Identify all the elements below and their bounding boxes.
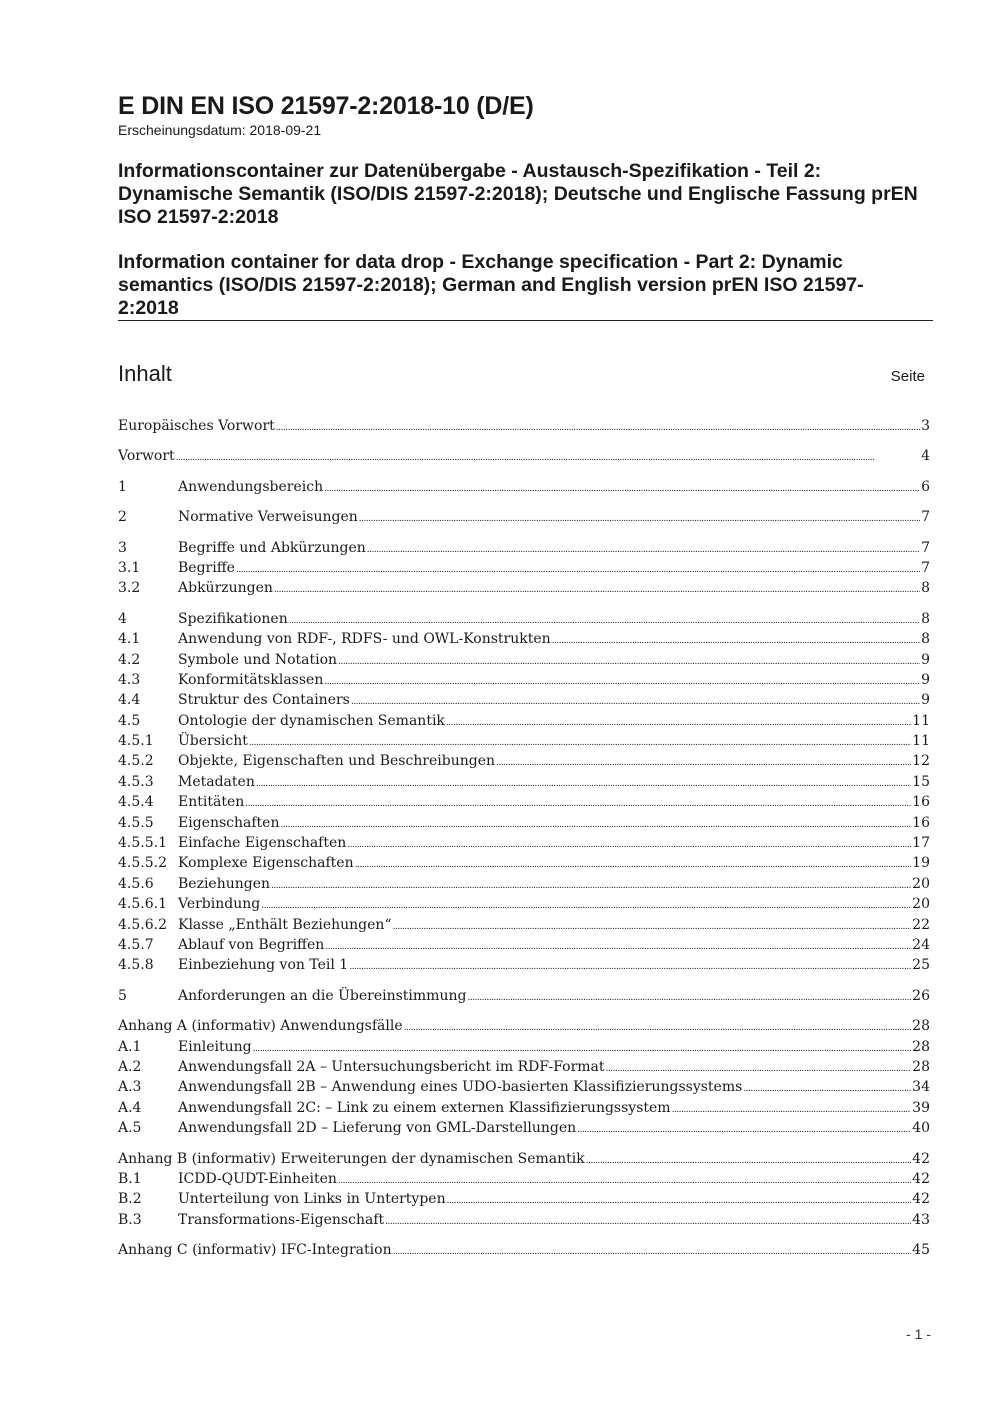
toc-entry-number: 4.4 bbox=[118, 692, 141, 709]
toc-entry-page: 24 bbox=[912, 936, 930, 953]
toc-entry-number: 4.3 bbox=[118, 671, 141, 688]
toc-entry-page: 8 bbox=[921, 631, 930, 648]
toc-dot-leader bbox=[385, 1212, 911, 1232]
toc-entry-number: 4.2 bbox=[118, 651, 141, 668]
toc-dot-leader bbox=[325, 937, 911, 957]
toc-entry-label: Spezifikationen bbox=[178, 610, 288, 627]
toc-entry-page: 39 bbox=[912, 1099, 930, 1116]
toc-entry-label: Begriffe und Abkürzungen bbox=[178, 539, 366, 556]
toc-dot-leader bbox=[367, 540, 920, 560]
toc-entry-number: 5 bbox=[118, 987, 127, 1004]
toc-entry-page: 8 bbox=[921, 610, 930, 627]
toc-entry-label: ICDD-QUDT-Einheiten bbox=[178, 1170, 337, 1187]
toc-entry-number: 4.5.6.1 bbox=[118, 896, 167, 913]
toc-dot-leader bbox=[577, 1120, 911, 1140]
toc-entry-number: 3.1 bbox=[118, 559, 141, 576]
toc-entry[interactable] bbox=[118, 813, 930, 833]
toc-entry-page: 34 bbox=[912, 1079, 930, 1096]
toc-entry[interactable] bbox=[118, 578, 930, 598]
toc-entry[interactable] bbox=[118, 690, 930, 710]
toc-dot-leader bbox=[324, 479, 920, 499]
toc-entry-number: 3.2 bbox=[118, 580, 141, 597]
toc-entry-number: A.4 bbox=[118, 1099, 142, 1116]
toc-entry-label: Vorwort bbox=[118, 448, 175, 465]
toc-dot-leader bbox=[393, 917, 912, 937]
toc-entry-number: A.3 bbox=[118, 1079, 142, 1096]
toc-entry-label: Anwendung von RDF-, RDFS- und OWL-Konstrukten bbox=[178, 631, 551, 648]
title-english: Information container for data drop - Exchange specification - Part 2: Dynamic semantics (ISO/DIS 21597-2:2018); German and English version prEN ISO 21597-2:2018 bbox=[118, 251, 864, 319]
toc-entry-page: 9 bbox=[921, 671, 930, 688]
toc-entry-label: Transformations-Eigenschaft bbox=[178, 1211, 385, 1228]
toc-entry-number: 4.5.5 bbox=[118, 814, 154, 831]
toc-entry-page: 11 bbox=[912, 733, 930, 750]
toc-entry[interactable] bbox=[118, 1098, 930, 1118]
toc-entry-label: Beziehungen bbox=[178, 875, 271, 892]
toc-entry[interactable] bbox=[118, 416, 930, 436]
page-number: - 1 - bbox=[906, 1326, 931, 1342]
toc-dot-leader bbox=[351, 692, 920, 712]
toc-dot-leader bbox=[743, 1079, 911, 1099]
toc-entry-page: 42 bbox=[912, 1150, 930, 1167]
toc-dot-leader bbox=[393, 1242, 912, 1262]
toc-entry[interactable] bbox=[118, 915, 930, 935]
toc-entry-label: Begriffe bbox=[178, 559, 235, 576]
toc-entry[interactable] bbox=[118, 650, 930, 670]
toc-entry-number: A.1 bbox=[118, 1038, 142, 1055]
toc-entry[interactable] bbox=[118, 629, 930, 649]
toc-entry[interactable] bbox=[118, 894, 930, 914]
toc-entry-number: 4.5.7 bbox=[118, 936, 154, 953]
toc-entry-page: 42 bbox=[912, 1170, 930, 1187]
toc-entry-number: A.2 bbox=[118, 1058, 142, 1075]
toc-entry-page: 19 bbox=[912, 855, 930, 872]
toc-entry[interactable] bbox=[118, 670, 930, 690]
toc-entry-page: 15 bbox=[912, 773, 930, 790]
toc-entry-number: 1 bbox=[118, 478, 127, 495]
toc-entry-label: Struktur des Containers bbox=[178, 692, 350, 709]
toc-entry[interactable] bbox=[118, 874, 930, 894]
toc-entry-number: 4 bbox=[118, 610, 127, 627]
toc-dot-leader bbox=[338, 652, 920, 672]
toc-entry-label: Einfache Eigenschaften bbox=[178, 835, 347, 852]
toc-entry-label: Europäisches Vorwort bbox=[118, 418, 275, 434]
toc-entry[interactable] bbox=[118, 731, 930, 751]
toc-entry-page: 12 bbox=[912, 753, 930, 770]
toc-dot-leader bbox=[236, 560, 920, 580]
toc-dot-leader bbox=[404, 1018, 912, 1038]
toc-entry-page: 9 bbox=[921, 692, 930, 709]
toc-dot-leader bbox=[256, 774, 911, 794]
toc-entry[interactable] bbox=[118, 1057, 930, 1077]
toc-entry-page: 25 bbox=[912, 957, 930, 974]
toc-entry[interactable] bbox=[118, 955, 930, 975]
toc-entry-label: Verbindung bbox=[178, 896, 261, 913]
toc-dot-leader bbox=[355, 855, 912, 875]
toc-entry-label: Anwendungsfall 2D – Lieferung von GML-Darstellungen bbox=[178, 1120, 577, 1137]
toc-entry-number: 4.5.6.2 bbox=[118, 916, 167, 933]
toc-entry-number: 4.5.8 bbox=[118, 957, 154, 974]
toc-entry[interactable] bbox=[118, 507, 930, 527]
toc-entry[interactable] bbox=[118, 1077, 930, 1097]
toc-dot-leader bbox=[672, 1100, 912, 1120]
toc-page-label: Seite bbox=[890, 368, 925, 385]
toc-entry-label: Anhang C (informativ) IFC-Integration bbox=[118, 1242, 392, 1259]
toc-entry-label: Anforderungen an die Übereinstimmung bbox=[178, 987, 467, 1004]
toc-entry-number: 4.5.1 bbox=[118, 733, 154, 750]
toc-dot-leader bbox=[261, 896, 911, 916]
toc-entry-label: Ontologie der dynamischen Semantik bbox=[178, 712, 445, 729]
toc-entry-number: 4.5 bbox=[118, 712, 141, 729]
toc-entry-label: Metadaten bbox=[178, 773, 255, 790]
toc-entry-number: A.5 bbox=[118, 1120, 142, 1137]
toc-entry-label: Objekte, Eigenschaften und Beschreibungen bbox=[178, 753, 496, 770]
toc-entry-page: 6 bbox=[921, 478, 930, 495]
toc-entry-page: 3 bbox=[921, 418, 930, 434]
toc-dot-leader bbox=[447, 1191, 912, 1211]
toc-entry-label: Eigenschaften bbox=[178, 814, 280, 831]
toc-entry-page: 43 bbox=[912, 1211, 930, 1228]
toc-entry-page: 26 bbox=[912, 987, 930, 1004]
toc-entry[interactable] bbox=[118, 935, 930, 955]
toc-entry-label: Anwendungsfall 2B – Anwendung eines UDO-basierten Klassifizierungssystems bbox=[178, 1079, 743, 1096]
toc-entry-page: 28 bbox=[912, 1018, 930, 1035]
toc-entry-label: Einleitung bbox=[178, 1038, 252, 1055]
toc-dot-leader bbox=[359, 509, 920, 529]
toc-dot-leader bbox=[347, 835, 911, 855]
toc-entry-number: 4.5.5.2 bbox=[118, 855, 167, 872]
toc-entry[interactable] bbox=[118, 1240, 930, 1260]
toc-entry-page: 45 bbox=[912, 1242, 930, 1259]
toc-entry-page: 42 bbox=[912, 1191, 930, 1208]
toc-entry[interactable] bbox=[118, 1037, 930, 1057]
toc-entry-number: 4.5.3 bbox=[118, 773, 154, 790]
toc-entry-page: 7 bbox=[921, 509, 930, 526]
toc-entry-page: 7 bbox=[921, 539, 930, 556]
toc-dot-leader bbox=[271, 876, 911, 896]
toc-entry-label: Normative Verweisungen bbox=[178, 509, 358, 526]
toc-entry-page: 28 bbox=[912, 1038, 930, 1055]
toc-dot-leader bbox=[249, 733, 911, 753]
toc-dot-leader bbox=[245, 794, 911, 814]
toc-dot-leader bbox=[324, 672, 920, 692]
toc-entry-page: 4 bbox=[921, 448, 930, 465]
toc-dot-leader bbox=[253, 1039, 912, 1059]
toc-dot-leader bbox=[276, 418, 920, 438]
toc-entry-label: Anwendungsfall 2A – Untersuchungsbericht im RDF-Format bbox=[178, 1058, 605, 1075]
toc-dot-leader bbox=[176, 448, 920, 468]
toc-dot-leader bbox=[349, 957, 911, 977]
toc-entry-number: 2 bbox=[118, 509, 127, 526]
toc-entry-number: B.2 bbox=[118, 1191, 142, 1208]
toc-entry-label: Ablauf von Begriffen bbox=[178, 936, 325, 953]
toc-entry-label: Anhang A (informativ) Anwendungsfälle bbox=[118, 1018, 403, 1035]
toc-entry[interactable] bbox=[118, 1016, 930, 1036]
toc-entry[interactable] bbox=[118, 446, 930, 466]
toc-dot-leader bbox=[338, 1171, 911, 1191]
toc-entry-label: Komplexe Eigenschaften bbox=[178, 855, 354, 872]
toc-entry[interactable] bbox=[118, 538, 930, 558]
toc-entry[interactable] bbox=[118, 1189, 930, 1209]
toc-entry-label: Konformitätsklassen bbox=[178, 671, 324, 688]
toc-entry-number: 4.5.2 bbox=[118, 753, 154, 770]
toc-entry-page: 28 bbox=[912, 1058, 930, 1075]
toc-entry-label: Anwendungsbereich bbox=[178, 478, 324, 495]
table-of-contents bbox=[118, 416, 930, 1260]
toc-entry-number: 4.1 bbox=[118, 631, 141, 648]
toc-entry-page: 8 bbox=[921, 580, 930, 597]
toc-entry[interactable] bbox=[118, 751, 930, 771]
toc-entry[interactable] bbox=[118, 1169, 930, 1189]
toc-entry-page: 11 bbox=[912, 712, 930, 729]
toc-entry-page: 40 bbox=[912, 1120, 930, 1137]
toc-entry[interactable] bbox=[118, 558, 930, 578]
toc-entry-number: 4.5.5.1 bbox=[118, 835, 167, 852]
toc-entry[interactable] bbox=[118, 833, 930, 853]
toc-entry-number: 3 bbox=[118, 539, 127, 556]
title-divider bbox=[118, 320, 933, 321]
toc-entry[interactable] bbox=[118, 609, 930, 629]
toc-entry[interactable] bbox=[118, 772, 930, 792]
toc-dot-leader bbox=[280, 815, 911, 835]
toc-entry[interactable] bbox=[118, 1210, 930, 1230]
toc-entry-label: Entitäten bbox=[178, 794, 245, 811]
publication-date: Erscheinungsdatum: 2018-09-21 bbox=[118, 122, 322, 138]
toc-entry-number: B.1 bbox=[118, 1170, 142, 1187]
title-german: Informationscontainer zur Datenübergabe - Austausch-Spezifikation - Teil 2: Dynamische Semantik (ISO/DIS 21597-2:2018); Deutsche und Englische Fassung prEN ISO 21597-2:2018 bbox=[118, 160, 918, 228]
toc-entry-label: Anhang B (informativ) Erweiterungen der dynamischen Semantik bbox=[118, 1150, 585, 1167]
toc-entry-label: Übersicht bbox=[178, 733, 248, 750]
toc-entry[interactable] bbox=[118, 1149, 930, 1169]
toc-dot-leader bbox=[446, 713, 911, 733]
toc-entry[interactable] bbox=[118, 792, 930, 812]
toc-entry-label: Symbole und Notation bbox=[178, 651, 338, 668]
toc-entry-page: 16 bbox=[912, 794, 930, 811]
toc-entry[interactable] bbox=[118, 853, 930, 873]
toc-entry[interactable] bbox=[118, 986, 930, 1006]
toc-entry-page: 20 bbox=[912, 896, 930, 913]
toc-entry-page: 9 bbox=[921, 651, 930, 668]
toc-entry-label: Anwendungsfall 2C: – Link zu einem externen Klassifizierungssystem bbox=[178, 1099, 671, 1116]
toc-entry-page: 17 bbox=[912, 835, 930, 852]
toc-dot-leader bbox=[586, 1151, 911, 1171]
toc-entry-label: Klasse „Enthält Beziehungen“ bbox=[178, 916, 392, 933]
toc-entry-number: 4.5.4 bbox=[118, 794, 154, 811]
toc-dot-leader bbox=[274, 580, 920, 600]
document-id: E DIN EN ISO 21597-2:2018-10 (D/E) bbox=[118, 92, 534, 120]
toc-entry-number: B.3 bbox=[118, 1211, 142, 1228]
toc-dot-leader bbox=[496, 753, 911, 773]
toc-dot-leader bbox=[467, 988, 911, 1008]
toc-entry-page: 22 bbox=[912, 916, 930, 933]
toc-entry-label: Unterteilung von Links in Untertypen bbox=[178, 1191, 446, 1208]
toc-dot-leader bbox=[552, 631, 920, 651]
toc-entry-page: 20 bbox=[912, 875, 930, 892]
toc-dot-leader bbox=[606, 1059, 912, 1079]
toc-entry[interactable] bbox=[118, 477, 930, 497]
toc-entry[interactable] bbox=[118, 711, 930, 731]
toc-entry-label: Abkürzungen bbox=[178, 580, 273, 597]
toc-entry-page: 7 bbox=[921, 559, 930, 576]
toc-entry-page: 16 bbox=[912, 814, 930, 831]
toc-heading: Inhalt bbox=[118, 361, 172, 386]
toc-entry-label: Einbeziehung von Teil 1 bbox=[178, 957, 349, 974]
toc-entry-number: 4.5.6 bbox=[118, 875, 154, 892]
toc-dot-leader bbox=[289, 611, 920, 631]
toc-entry[interactable] bbox=[118, 1118, 930, 1138]
